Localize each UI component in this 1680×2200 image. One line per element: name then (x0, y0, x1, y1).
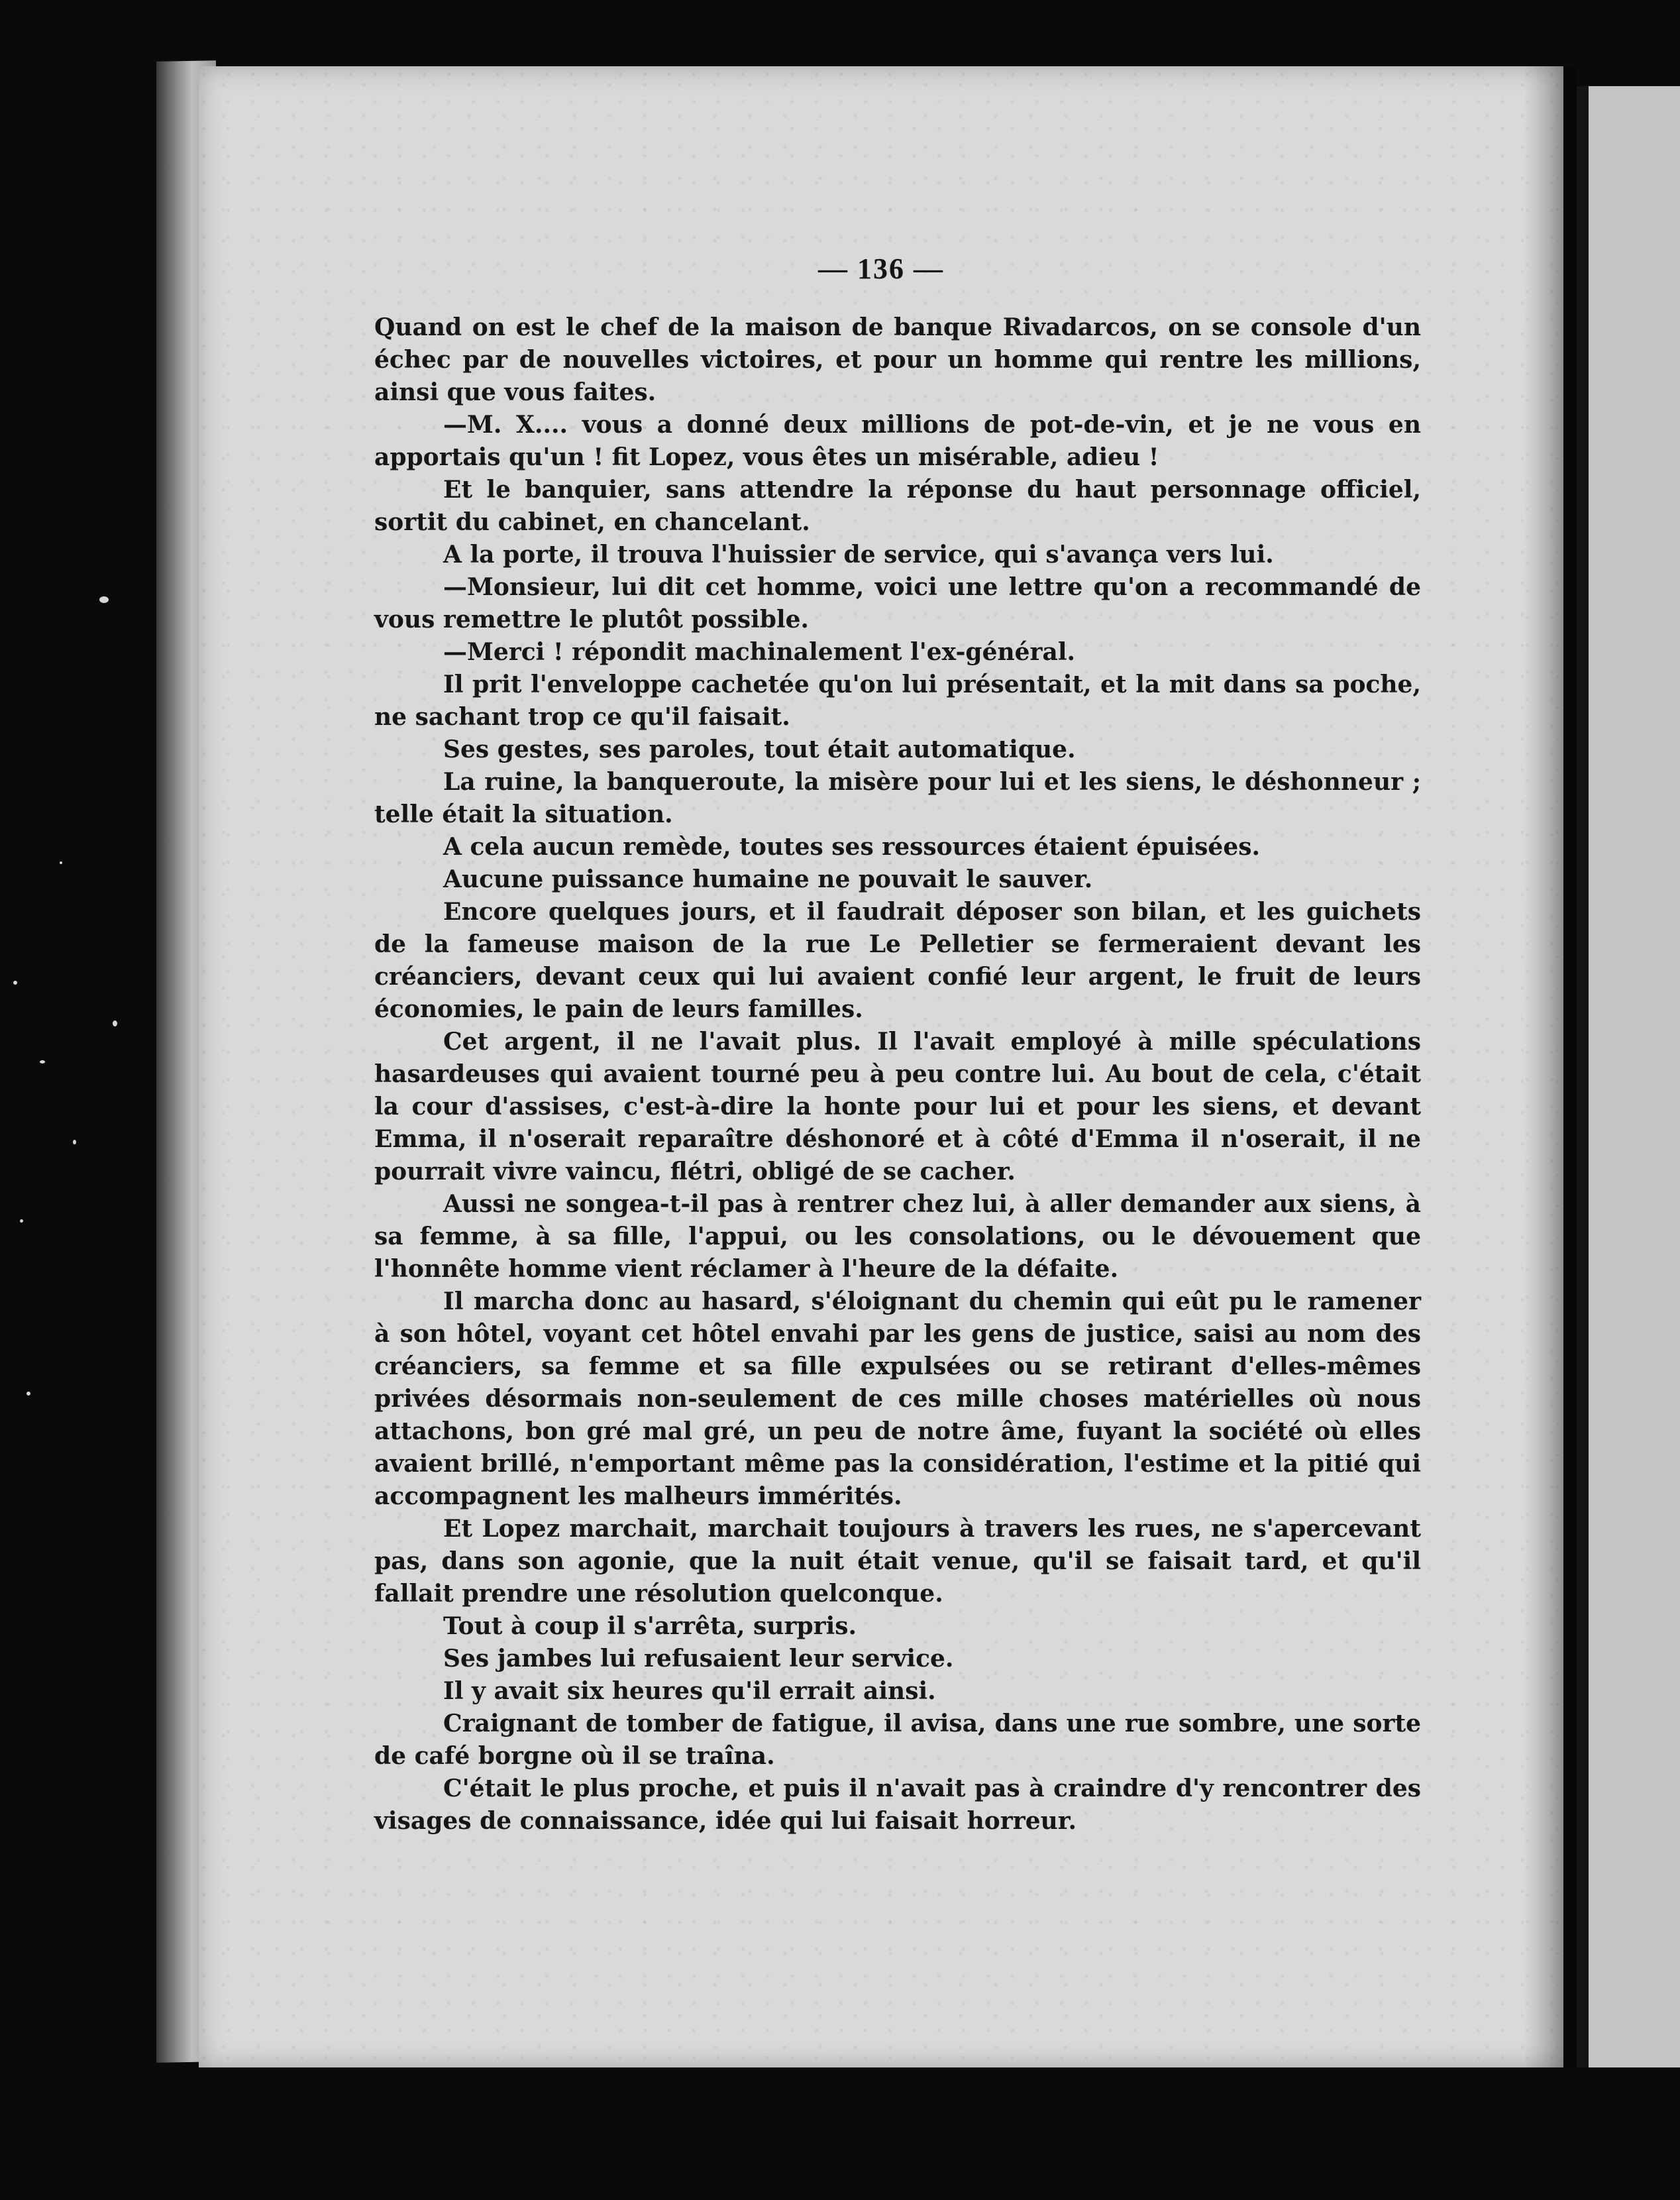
paragraph: Ses jambes lui refusaient leur service. (443, 1645, 954, 1673)
scan-speck (60, 861, 62, 864)
paragraph: Tout à coup il s'arrêta, surpris. (443, 1612, 857, 1640)
paragraph: Ses gestes, ses paroles, tout était automatique. (443, 736, 1076, 763)
scan-speck (26, 1392, 30, 1396)
paragraph: Et le banquier, sans attendre la réponse du haut personnage officiel, sortit du cabinet, en chancelant. (374, 476, 1421, 536)
page-number: — 136 — (818, 252, 944, 285)
paragraph: —Monsieur, lui dit cet homme, voici une lettre qu'on a recommandé de vous remettre le plutôt possible. (374, 573, 1421, 633)
gutter-shadow (1524, 66, 1577, 2067)
scan-speck (40, 1060, 45, 1064)
paragraph: Encore quelques jours, et il faudrait déposer son bilan, et les guichets de la fameuse maison de la rue Le Pelletier se fermeraient devant les créanciers, devant ceux qui lui avaient confié leur argent, le fruit de leurs économies, le pain de leurs familles. (374, 898, 1421, 1023)
paragraph: Aussi ne songea-t-il pas à rentrer chez lui, à aller demander aux siens, à sa femme, à sa fille, l'appui, ou les consolations, ou le dévouement que l'honnête homme vient réclamer à l'heure de la défaite. (374, 1190, 1421, 1283)
paragraph: Aucune puissance humaine ne pouvait le sauver. (443, 865, 1093, 893)
paragraph: Et Lopez marchait, marchait toujours à travers les rues, ne s'apercevant pas, dans son agonie, que la nuit était venue, qu'il se faisait tard, et qu'il fallait prendre une résolution quelconque. (374, 1515, 1421, 1608)
facing-page-edge (1577, 86, 1680, 2067)
paragraph: C'était le plus proche, et puis il n'avait pas à craindre d'y rencontrer des visages de connaissance, idée qui lui faisait horreur. (374, 1775, 1421, 1835)
paragraph: La ruine, la banqueroute, la misère pour lui et les siens, le déshonneur ; telle était la situation. (374, 768, 1421, 828)
paragraph: Cet argent, il ne l'avait plus. Il l'avait employé à mille spéculations hasardeuses qui avaient tourné peu à peu contre lui. Au bout de cela, c'était la cour d'assises, c'est-à-dire la honte pour lui et pour les siens, et devant Emma, il n'oserait reparaître déshonoré et à côté d'Emma il n'oserait, il ne pourrait vivre vaincu, flétri, obligé de se cacher. (374, 1028, 1421, 1185)
paragraph: Il prit l'enveloppe cachetée qu'on lui présentait, et la mit dans sa poche, ne sachant trop ce qu'il faisait. (374, 671, 1421, 731)
paragraph: Craignant de tomber de fatigue, il avisa, dans une rue sombre, une sorte de café borgne où il se traîna. (374, 1710, 1421, 1770)
scan-speck (113, 1020, 117, 1026)
scan-speck (73, 1140, 76, 1144)
paragraph: Il y avait six heures qu'il errait ainsi. (443, 1677, 936, 1705)
paragraph: Quand on est le chef de la maison de banque Rivadarcos, on se console d'un échec par de nouvelles victoires, et pour un homme qui rentre les millions, ainsi que vous faites. (374, 313, 1421, 406)
scan-speck (99, 596, 109, 603)
scan-speck (13, 981, 17, 985)
paragraph: A la porte, il trouva l'huissier de service, qui s'avança vers lui. (443, 541, 1274, 569)
paragraph: A cela aucun remède, toutes ses ressources étaient épuisées. (443, 833, 1261, 861)
body-text (374, 311, 1421, 1838)
paragraph: —Merci ! répondit machinalement l'ex-général. (443, 638, 1076, 666)
paragraph: —M. X.... vous a donné deux millions de pot-de-vin, et je ne vous en apportais qu'un ! fit Lopez, vous êtes un misérable, adieu ! (374, 411, 1421, 471)
paragraph: Il marcha donc au hasard, s'éloignant du chemin qui eût pu le ramener à son hôtel, voyant cet hôtel envahi par les gens de justice, saisi au nom des créanciers, sa femme et sa fille expulsées ou se retirant d'elles-mêmes privées désormais non-seulement de ces mille choses matérielles où nous attachons, bon gré mal gré, un peu de notre âme, fuyant la société où elles avaient brillé, n'emportant même pas la considération, l'estime et la pitié qui accompagnent les malheurs immérités. (374, 1288, 1421, 1510)
scan-speck (20, 1219, 23, 1223)
